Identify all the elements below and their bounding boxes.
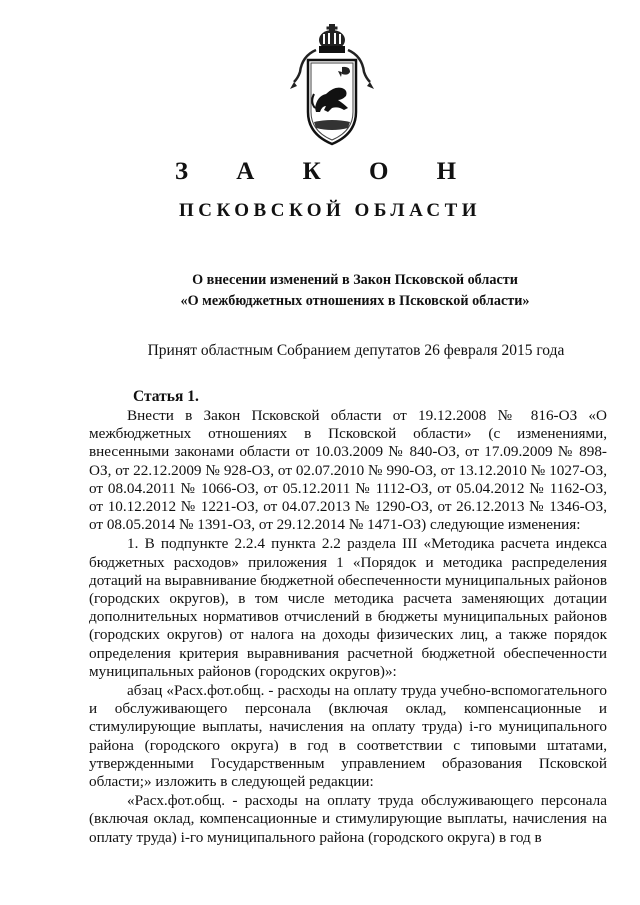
paragraph-old-text: абзац «Расх.фот.общ. - расходы на оплату труда учебно-вспомогательного и обслуживающего персонала (включая оклад, компенсационные и стимулирующие выплаты, начисления на оплату труда) i-го муниципального района (городского округа) в год в соответствии с типовыми штатами, утвержденными Государственным управлением образования Псковской области;» изложить в следующей редакции:	[89, 682, 607, 791]
article-intro: Внести в Закон Псковской области от 19.12.2008 № 816-ОЗ «О межбюджетных отношениях в Псковской области» (с изменениями, внесенными законами области от 10.03.2009 № 840-ОЗ, от 17.09.2009 № 898-ОЗ, от 22.12.2009 № 928-ОЗ, от 02.07.2010 № 990-ОЗ, от 13.12.2010 № 1027-ОЗ, от 08.04.2011 № 1066-ОЗ, от 05.12.2011 № 1112-ОЗ, от 05.04.2012 № 1162-ОЗ, от 10.12.2012 № 1221-ОЗ, от 04.07.2013 № 1290-ОЗ, от 26.12.2013 № 1346-ОЗ, от 08.05.2014 № 1391-ОЗ, от 29.12.2014 № 1471-ОЗ) следующие изменения:	[89, 407, 607, 534]
law-subject-line-2: «О межбюджетных отношениях в Псковской области»	[180, 293, 530, 309]
article-heading: Статья 1.	[133, 388, 199, 405]
adoption-note: Принят областным Собранием депутатов 26 февраля 2015 года	[147, 342, 565, 359]
document-title: З А К О Н	[174, 158, 478, 185]
paragraph-new-text: «Расх.фот.общ. - расходы на оплату труда обслуживающего персонала (включая оклад, компенсационные и стимулирующие выплаты, начисления на оплату труда) i-го муниципального района (городского округа) в год в	[89, 792, 607, 846]
law-subject	[150, 270, 560, 312]
article-body	[89, 407, 607, 847]
document-region: ПСКОВСКОЙ ОБЛАСТИ	[178, 200, 482, 221]
law-subject-line-1: О внесении изменений в Закон Псковской области	[192, 272, 518, 288]
article-item-1: 1. В подпункте 2.2.4 пункта 2.2 раздела III «Методика расчета индекса бюджетных расходов» приложения 1 «Порядок и методика распределения дотаций на выравнивание бюджетной обеспеченности муниципальных районов (городских округов), в том числе методика расчета заменяющих дотации дополнительных нормативов отчислений в бюджеты муниципальных районов (городских округов) от налога на доходы физических лиц, а также порядок определения критерия выравнивания расчетной бюджетной обеспеченности муниципальных районов (городских округов)»:	[89, 535, 607, 680]
pskov-coat-of-arms-icon	[282, 22, 382, 152]
